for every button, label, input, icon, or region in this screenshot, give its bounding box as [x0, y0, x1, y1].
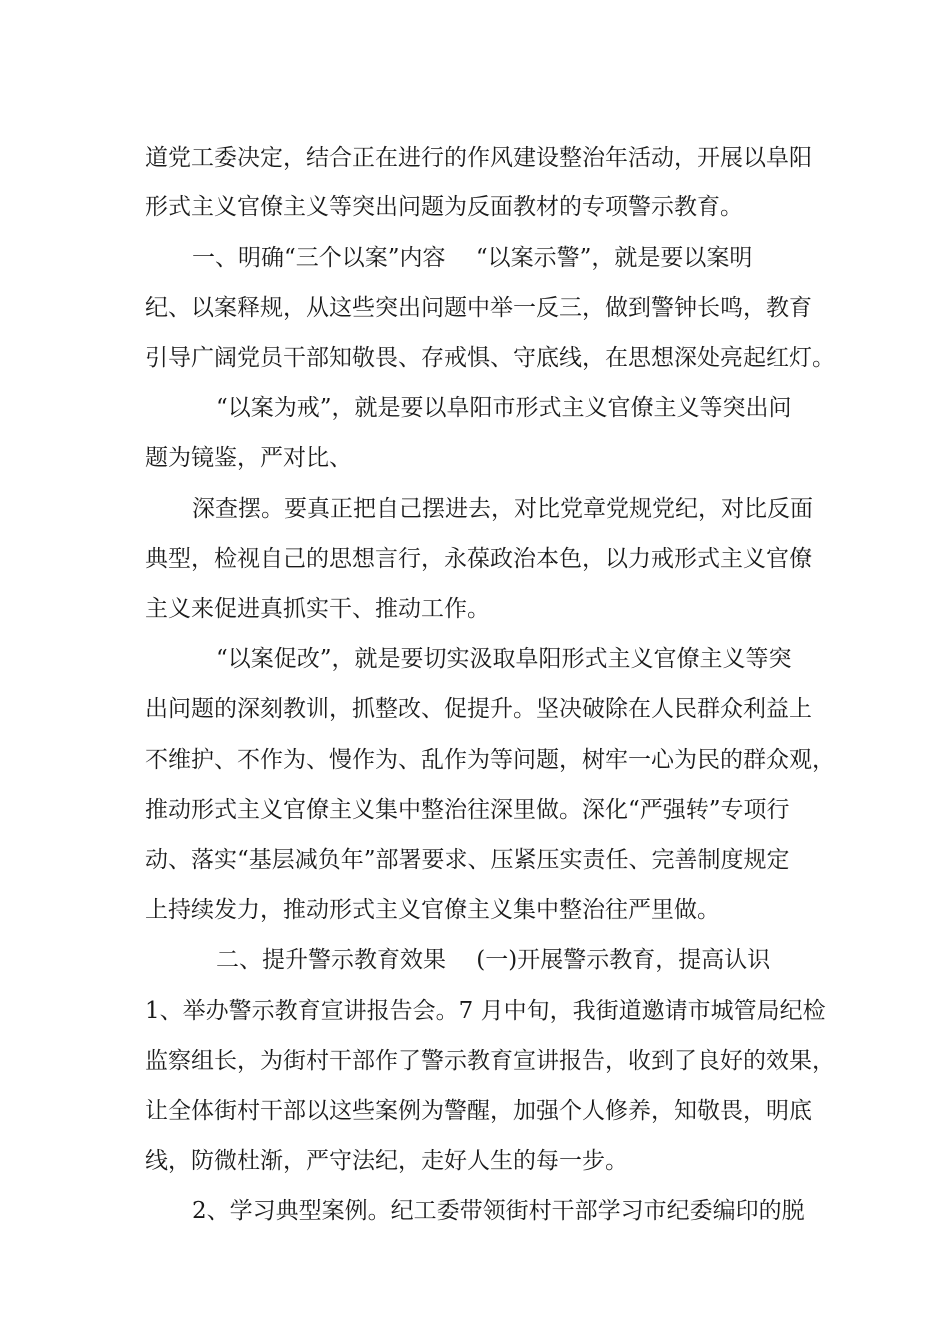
text-line: 1、举办警示教育宣讲报告会。7 月中旬，我街道邀请市城管局纪检: [145, 998, 826, 1024]
text-line: 监察组长，为街村干部作了警示教育宣讲报告，收到了良好的效果，: [145, 1048, 835, 1074]
text-line: 深查摆。要真正把自己摆进去，对比党章党规党纪，对比反面: [192, 496, 813, 522]
text-line: 线，防微杜渐，严守法纪，走好人生的每一步。: [145, 1148, 628, 1174]
text-line: 形式主义官僚主义等突出问题为反面教材的专项警示教育。: [145, 194, 743, 220]
text-line: 出问题的深刻教训，抓整改、促提升。坚决破除在人民群众利益上: [145, 696, 812, 722]
text-line: 2、学习典型案例。纪工委带领街村干部学习市纪委编印的脱: [192, 1198, 805, 1224]
text-line: 不维护、不作为、慢作为、乱作为等问题，树牢一心为民的群众观，: [145, 747, 835, 773]
text-line: “以案促改”，就是要切实汲取阜阳形式主义官僚主义等突: [216, 646, 792, 672]
text-line: 上持续发力，推动形式主义官僚主义集中整治往严里做。: [145, 897, 720, 923]
text-line: 引导广阔党员干部知敬畏、存戒惧、守底线，在思想深处亮起红灯。: [145, 345, 835, 371]
text-line: 推动形式主义官僚主义集中整治往深里做。深化“严强转”专项行: [145, 797, 790, 823]
text-line: 主义来促进真抓实干、推动工作。: [145, 596, 490, 622]
text-line: 让全体街村干部以这些案例为警醒，加强个人修养，知敬畏，明底: [145, 1098, 812, 1124]
text-line: 动、落实“基层减负年”部署要求、压紧压实责任、完善制度规定: [145, 847, 790, 873]
text-line: 道党工委决定，结合正在进行的作风建设整治年活动，开展以阜阳: [145, 145, 812, 171]
text-line: 纪、以案释规，从这些突出问题中举一反三，做到警钟长鸣，教育: [145, 295, 812, 321]
text-line: 二、提升警示教育效果 (一)开展警示教育，提高认识: [216, 947, 771, 973]
text-line: “以案为戒”，就是要以阜阳市形式主义官僚主义等突出问: [216, 395, 792, 421]
text-line: 一、明确“三个以案”内容 “以案示警”，就是要以案明: [192, 245, 753, 271]
text-line: 典型，检视自己的思想言行，永葆政治本色，以力戒形式主义官僚: [145, 546, 812, 572]
text-line: 题为镜鉴，严对比、: [145, 445, 352, 471]
